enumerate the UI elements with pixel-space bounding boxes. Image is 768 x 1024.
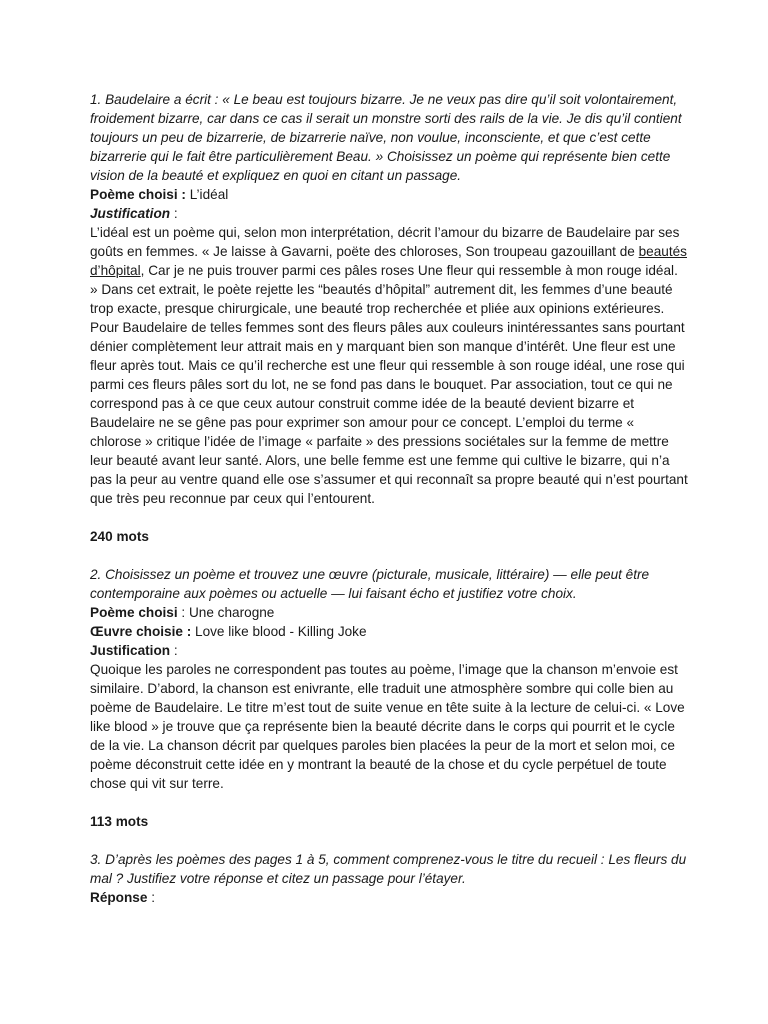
q2-work-value: Love like blood - Killing Joke: [191, 624, 367, 639]
q2-poem-label: Poème choisi: [90, 605, 178, 620]
q2-work-line: [90, 622, 688, 641]
q2-poem-line: [90, 603, 688, 622]
q1-justification-text: [90, 223, 688, 508]
q3-answer-label: Réponse: [90, 890, 148, 905]
question-1-text: 1. Baudelaire a écrit : « Le beau est toujours bizarre. Je ne veux pas dire qu’il soit volontairement, froidement bizarre, car dans ce cas il serait un monstre sorti des rails de la vie. Je dis qu’il contient toujours un peu de bizarrerie, de bizarrerie naïve, non voulue, inconsciente, et que c’est cette bizarrerie qui le fait être particulièrement Beau. » Choisissez un poème qui représente bien cette vision de la beauté et expliquez en quoi en citant un passage.: [90, 92, 682, 183]
q2-poem-value: : Une charogne: [177, 605, 275, 620]
q1-justification-label: Justification: [90, 206, 171, 221]
q1-underlined-quote: beautés d’hôpital: [90, 244, 687, 278]
q2-work-label: Œuvre choisie :: [90, 624, 192, 639]
q1-poem-value: L’idéal: [185, 187, 229, 202]
q2-justification-label: Justification: [90, 643, 171, 658]
q2-justification-colon: :: [170, 643, 178, 658]
q1-text-before: L’idéal est un poème qui, selon mon interprétation, décrit l’amour du bizarre de Baudelaire par ses goûts en femmes. « Je laisse à Gavarni, poëte des chloroses, Son troupeau gazouillant de: [90, 225, 680, 259]
q2-justification-text: Quoique les paroles ne correspondent pas toutes au poème, l’image que la chanson m’envoie est similaire. D’abord, la chanson est enivrante, elle traduit une atmosphère sombre qui colle bien au poème de Baudelaire. Le titre m’est tout de suite venue en tête suite à la lecture de celui-ci. « Love like blood » je trouve que ça représente bien la beauté décrite dans le corps qui pourrit et le cycle de la vie. La chanson décrit par quelques paroles bien placées la peur de la mort et selon moi, ce poème déconstruit cette idée en y montrant la beauté de la chose et du cycle perpétuel de toute chose qui vit sur terre.: [90, 662, 685, 791]
question-3-text: 3. D’après les poèmes des pages 1 à 5, comment comprenez-vous le titre du recueil : Les fleurs du mal ? Justifiez votre réponse et citez un passage pour l’étayer.: [90, 852, 687, 886]
q1-justification-line: [90, 204, 688, 223]
question-3-section: [90, 850, 688, 907]
q1-text-after: , Car je ne puis trouver parmi ces pâles roses Une fleur qui ressemble à mon rouge idéal. » Dans cet extrait, le poète rejette les “beautés d’hôpital” autrement dit, les femmes d’une beauté trop exacte, presque chirurgicale, une beauté trop recherchée et pliée aux opinions extérieures. Pour Baudelaire de telles femmes sont des fleurs pâles aux couleurs inintéressantes sans pourtant dénier complètement leur attrait mais en y marquant bien son manque d’intérêt. Une fleur est une fleur après tout. Mais ce qu’il recherche est une fleur qui ressemble à son rouge idéal, une rose qui parmi ces fleurs pâles sort du lot, ne se fond pas dans le bouquet. Par association, tout ce qui ne correspond pas à ce que ceux autour construit comme idée de la beauté devient bizarre et Baudelaire ne se gêne pas pour exprimer son amour pour ce concept. L’emploi du terme « chlorose » critique l’idée de l’image « parfaite » des pressions sociétales sur la femme de mettre leur beauté avant leur santé. Alors, une belle femme est une femme qui cultive le bizarre, qui n’a pas la peur au ventre quand elle ose s’assumer et qui reconnaît sa propre beauté qui n’est pourtant que très peu reconnue par ceux qui l’entourent.: [90, 263, 688, 506]
q1-poem-label: Poème choisi :: [90, 187, 186, 202]
question-2-section: [90, 565, 688, 831]
q2-word-count: 113 mots: [90, 814, 149, 829]
q1-word-count: 240 mots: [90, 529, 149, 544]
q3-answer-colon: :: [147, 890, 155, 905]
q1-poem-line: [90, 185, 688, 204]
q1-justification-colon: :: [170, 206, 178, 221]
question-2-text: 2. Choisissez un poème et trouvez une œuvre (picturale, musicale, littéraire) — elle peut être contemporaine aux poèmes ou actuelle — lui faisant écho et justifiez votre choix.: [90, 567, 650, 601]
q2-justification-line: [90, 641, 688, 660]
question-1-section: [90, 90, 688, 546]
q3-answer-line: [90, 888, 688, 907]
